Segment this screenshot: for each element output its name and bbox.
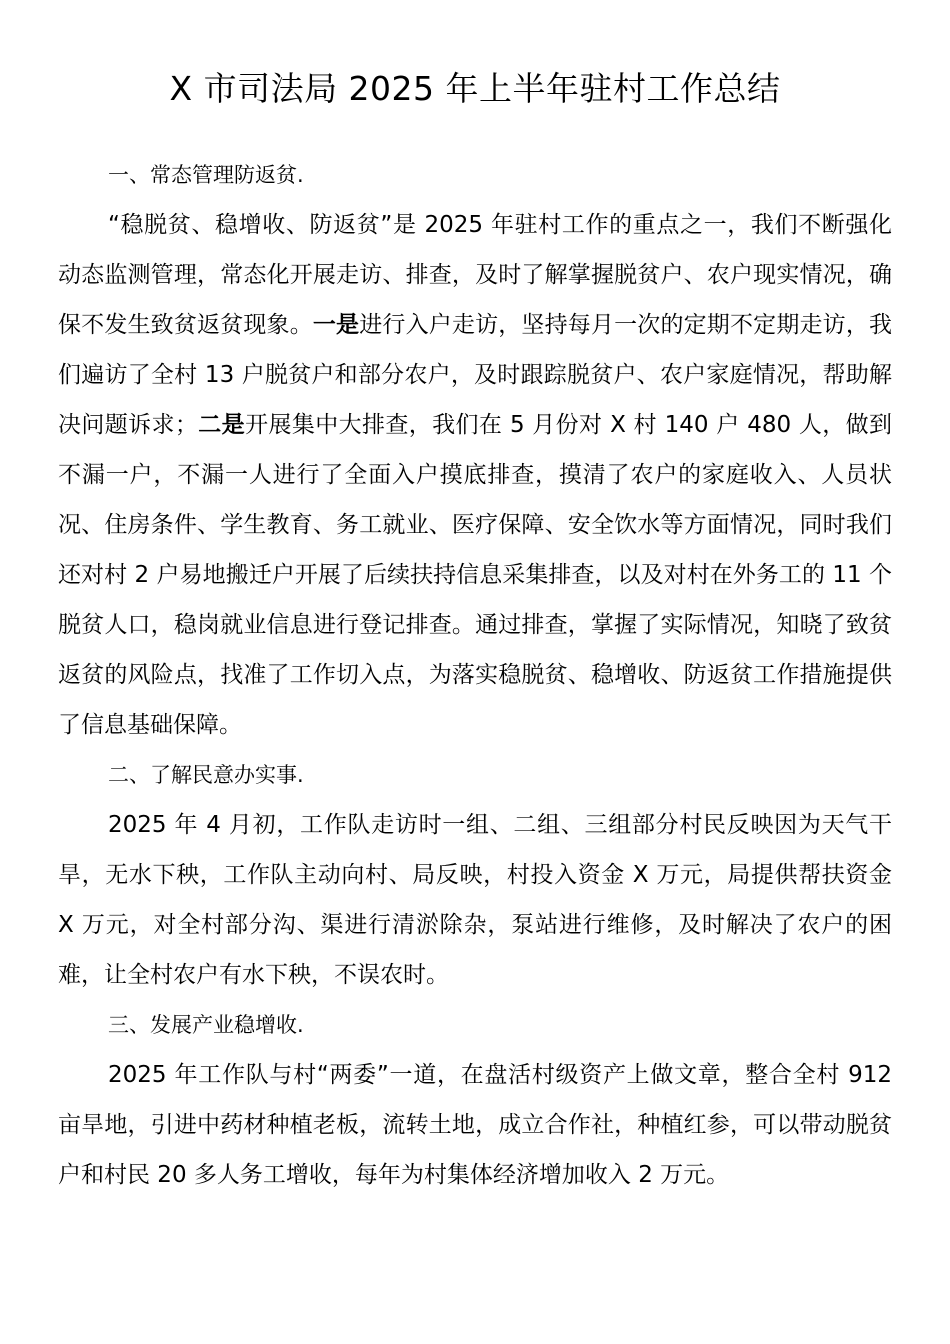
paragraph-text: 开展集中大排查，我们在 5 月份对 X 村 140 户 480 人，做到不漏一户，不漏一人进行了全面入户摸底排查，摸清了农户的家庭收入、人员状况、住房条件、学生教育、务工就业、医疗保障、安全饮水等方面情况，同时我们还对村 2 户易地搬迁户开展了后续扶持信息采集排查，以及对村在外务工的 11 个脱贫人口，稳岗就业信息进行登记排查。通过排查，掌握了实际情况，知晓了致贫返贫的风险点，找准了工作切入点，为落实稳脱贫、稳增收、防返贫工作措施提供了信息基础保障。 <box>58 412 893 738</box>
section-heading-2: 二、了解民意办实事. <box>108 763 304 787</box>
section-1-paragraph <box>58 200 892 750</box>
section-heading-1: 一、常态管理防返贫. <box>108 163 304 187</box>
section-2-paragraph: 2025 年 4 月初，工作队走访时一组、二组、三组部分村民反映因为天气干旱，无水下秧，工作队主动向村、局反映，村投入资金 X 万元，局提供帮扶资金 X 万元，对全村部分沟、渠进行清淤除杂，泵站进行维修，及时解决了农户的困难，让全村农户有水下秧，不误农时。 <box>58 812 892 988</box>
bold-label-second: 二是 <box>197 412 246 438</box>
section-heading-3: 三、发展产业稳增收. <box>108 1013 304 1037</box>
paragraph-text: “稳脱贫、稳增收、防返贫”是 2025 年驻村工作的重点之一，我们不断强化动态监测管理，常态化开展走访、排查，及时了解掌握脱贫户、农户现实情况，确保不发生致贫返贫现象。 <box>58 212 892 338</box>
paragraph-text: 进行入户走访，坚持每月一次的定期不定期走访，我们遍访了全村 13 户脱贫户和部分农户，及时跟踪脱贫户、农户家庭情况，帮助解决问题诉求； <box>58 312 893 438</box>
document-title: X 市司法局 2025 年上半年驻村工作总结 <box>169 69 781 108</box>
bold-label-first: 一是 <box>312 312 360 338</box>
section-3-paragraph: 2025 年工作队与村“两委”一道，在盘活村级资产上做文章，整合全村 912 亩旱地，引进中药材种植老板，流转土地，成立合作社，种植红参，可以带动脱贫户和村民 20 多人务工增收，每年为村集体经济增加收入 2 万元。 <box>58 1062 892 1188</box>
